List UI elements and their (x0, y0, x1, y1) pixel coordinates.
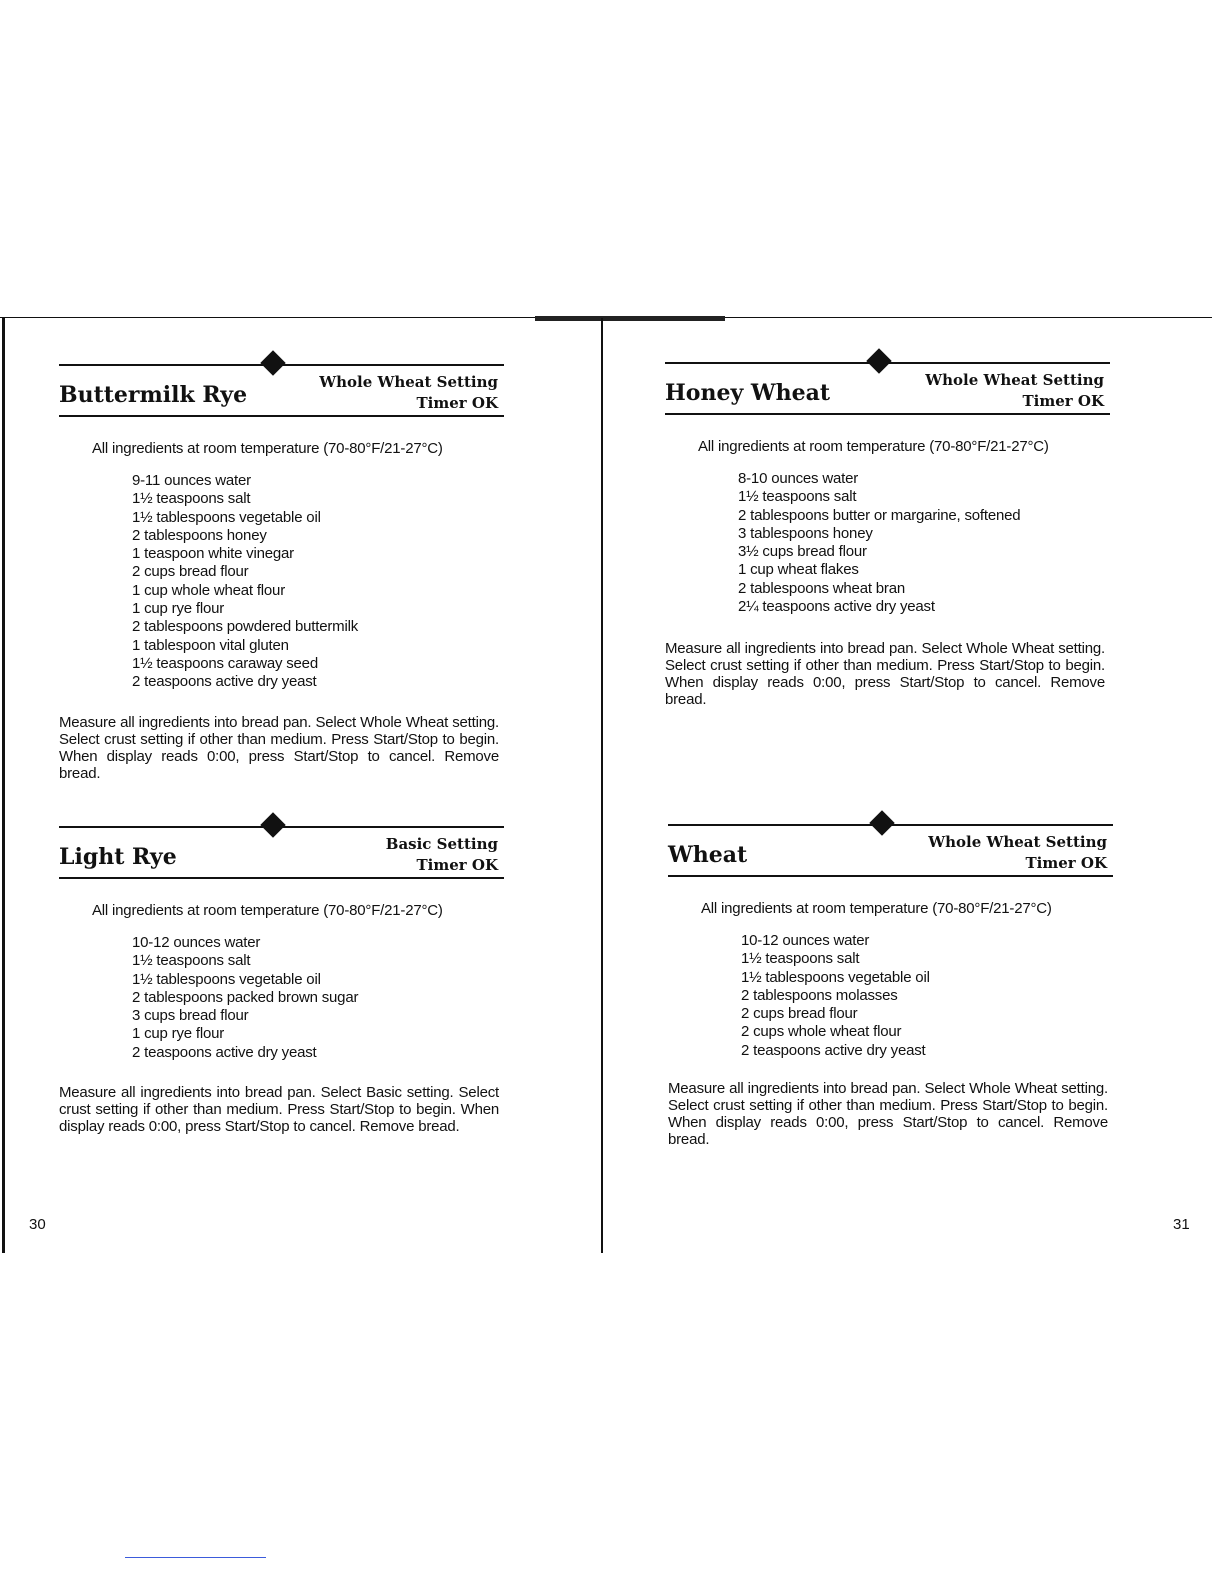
header-bottom-rule (59, 415, 504, 417)
ingredient: 1 tablespoon vital gluten (132, 636, 289, 654)
ingredient: 8-10 ounces water (738, 470, 859, 487)
ingredient: 2 tablespoons molasses (741, 986, 898, 1004)
recipe-light-rye (59, 814, 504, 1135)
ingredient: 1½ teaspoons salt (741, 950, 860, 968)
temperature-note: All ingredients at room temperature (70-80°F/21-27°C) (92, 902, 443, 919)
setting-label: Whole Wheat Setting (925, 371, 1104, 389)
recipe-setting (386, 834, 498, 876)
recipe-title: Light Rye (59, 844, 177, 870)
recipe-title: Buttermilk Rye (59, 382, 248, 408)
directions: Measure all ingredients into bread pan. Select Basic setting. Select crust setting if other than medium. Press Start/Stop to begin. When display reads 0:00, press Start/Stop to cancel. Remove bread. (59, 1084, 499, 1135)
temperature-note: All ingredients at room temperature (70-80°F/21-27°C) (701, 900, 1052, 917)
timer-label: Timer OK (1025, 854, 1107, 872)
timer-label: Timer OK (1022, 392, 1104, 410)
recipe-header (668, 812, 1113, 876)
recipe-honey-wheat (665, 350, 1110, 708)
ingredient: 2 teaspoons active dry yeast (132, 1043, 317, 1061)
ingredient: 1½ tablespoons vegetable oil (741, 968, 930, 986)
directions: Measure all ingredients into bread pan. Select Whole Wheat setting. Select crust setting if other than medium. Press Start/Stop to begin. When display reads 0:00, press Start/Stop to cancel. Remove bread. (59, 714, 499, 782)
ingredient: 2 teaspoons active dry yeast (132, 673, 317, 691)
ingredient: 1 teaspoon white vinegar (132, 545, 294, 563)
page-number-right: 31 (1173, 1216, 1190, 1233)
ingredient-list (738, 470, 1020, 616)
recipe-header (665, 350, 1110, 414)
ingredient: 1½ tablespoons vegetable oil (132, 970, 321, 988)
setting-label: Basic Setting (385, 835, 498, 853)
temperature-note: All ingredients at room temperature (70-80°F/21-27°C) (92, 440, 443, 457)
ingredient: 2 tablespoons packed brown sugar (132, 988, 359, 1006)
header-bottom-rule (665, 413, 1110, 415)
ingredient: 1 cup wheat flakes (738, 561, 859, 579)
ingredient: 2 tablespoons powdered buttermilk (132, 618, 359, 636)
timer-label: Timer OK (416, 394, 498, 412)
ingredient: 1½ tablespoons vegetable oil (132, 508, 321, 526)
ingredient: 2 cups bread flour (741, 1005, 858, 1023)
ingredient: 2 cups whole wheat flour (741, 1023, 902, 1041)
ingredient-list (132, 934, 358, 1062)
recipe-title: Honey Wheat (665, 380, 831, 406)
ingredient: 1½ teaspoons salt (132, 490, 251, 508)
center-spine-rule (601, 318, 603, 1253)
diamond-icon (260, 350, 285, 375)
header-bottom-rule (59, 877, 504, 879)
ingredient: 3½ cups bread flour (738, 543, 867, 561)
recipe-setting (928, 832, 1107, 874)
ingredient: 10-12 ounces water (132, 934, 261, 951)
ingredient: 1 cup rye flour (132, 1025, 225, 1043)
diamond-icon (260, 812, 285, 837)
setting-label: Whole Wheat Setting (928, 833, 1107, 851)
timer-label: Timer OK (416, 856, 498, 874)
recipe-title: Wheat (668, 842, 748, 868)
ingredient: 2 cups bread flour (132, 563, 249, 581)
ingredient: 2¼ teaspoons active dry yeast (738, 598, 935, 616)
directions: Measure all ingredients into bread pan. Select Whole Wheat setting. Select crust setting if other than medium. Press Start/Stop to begin. When display reads 0:00, press Start/Stop to cancel. Remove bread. (665, 640, 1105, 708)
setting-label: Whole Wheat Setting (319, 373, 498, 391)
ingredient: 2 tablespoons honey (132, 526, 267, 544)
left-edge-rule (2, 318, 5, 1253)
ingredient: 2 teaspoons active dry yeast (741, 1041, 926, 1059)
ingredient: 1 cup rye flour (132, 600, 225, 618)
ingredient-list (741, 932, 930, 1060)
ingredient: 2 tablespoons wheat bran (738, 579, 905, 597)
ingredient: 1½ teaspoons salt (132, 952, 251, 970)
ingredient: 3 tablespoons honey (738, 524, 873, 542)
ingredient: 9-11 ounces water (132, 472, 251, 489)
recipe-header (59, 352, 504, 416)
ingredient: 1½ teaspoons caraway seed (132, 654, 318, 672)
ingredient: 1 cup whole wheat flour (132, 581, 285, 599)
recipe-header (59, 814, 504, 878)
diamond-icon (866, 348, 891, 373)
ingredient: 10-12 ounces water (741, 932, 870, 949)
directions: Measure all ingredients into bread pan. Select Whole Wheat setting. Select crust setting if other than medium. Press Start/Stop to begin. When display reads 0:00, press Start/Stop to cancel. Remove bread. (668, 1080, 1108, 1148)
spine-shadow (535, 316, 725, 321)
ingredient: 2 tablespoons butter or margarine, softened (738, 506, 1021, 524)
ingredient-list (132, 472, 358, 692)
header-bottom-rule (668, 875, 1113, 877)
ingredient: 1½ teaspoons salt (738, 488, 857, 506)
recipe-wheat (668, 812, 1113, 1148)
temperature-note: All ingredients at room temperature (70-80°F/21-27°C) (698, 438, 1049, 455)
ingredient: 3 cups bread flour (132, 1007, 249, 1025)
page-number-left: 30 (29, 1216, 46, 1233)
recipe-setting (925, 370, 1104, 412)
recipe-buttermilk-rye (59, 352, 504, 782)
bottom-link-line (125, 1557, 266, 1558)
recipe-setting (319, 372, 498, 414)
diamond-icon (869, 810, 894, 835)
